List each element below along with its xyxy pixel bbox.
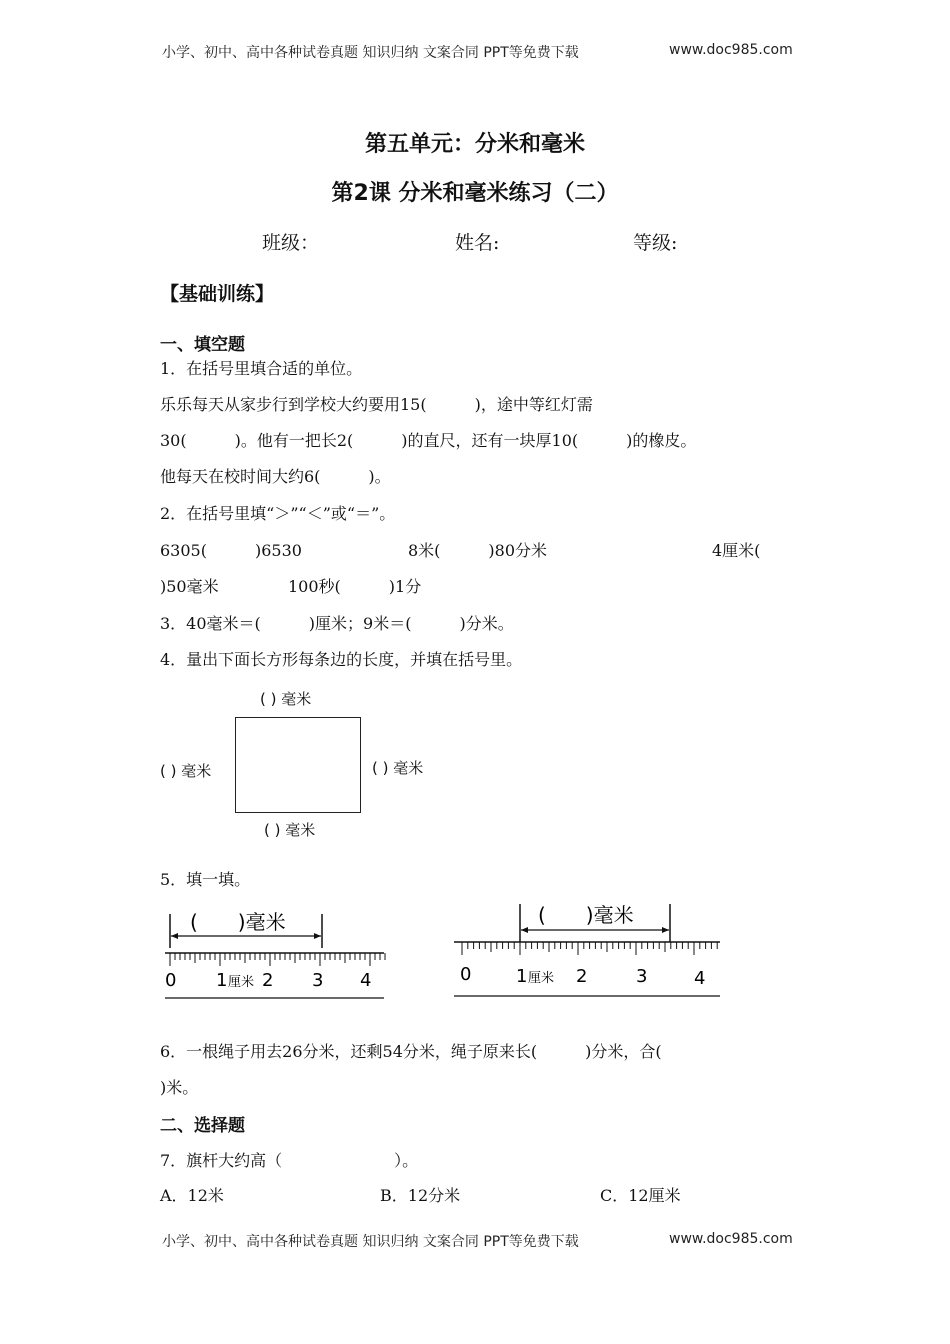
part1-heading: 一、填空题 — [160, 335, 245, 355]
q4-top-label: ( ) 毫米 — [260, 690, 312, 708]
q5-stem: 5．填一填。 — [160, 870, 251, 889]
ruler-1 — [160, 898, 400, 1006]
q1-line3: 他每天在校时间大约6( )。 — [160, 467, 391, 486]
ruler-1-arrow-right — [314, 933, 321, 939]
q4-bottom-label: ( ) 毫米 — [264, 821, 316, 839]
ruler-2-arrow-left — [521, 927, 528, 933]
q7-stem: 7．旗杆大约高（ ）。 — [160, 1151, 419, 1170]
q4-right-label: ( ) 毫米 — [372, 759, 424, 777]
q2-item-d: 100秒( )1分 — [288, 577, 422, 596]
ruler-2-arrow-right — [662, 927, 669, 933]
ruler-1-tick-2: 2 — [262, 970, 274, 991]
class-label: 班级： — [262, 232, 320, 254]
grade-label: 等级: — [633, 232, 678, 254]
ruler-1-arrow-left — [171, 933, 178, 939]
q3-text: 3．40毫米＝( )厘米；9米＝( )分米。 — [160, 614, 514, 633]
ruler-1-ticks — [170, 953, 385, 966]
q4-left-label: ( ) 毫米 — [160, 762, 212, 780]
header-url[interactable]: www.doc985.com — [669, 42, 793, 58]
ruler-2 — [452, 896, 732, 1006]
ruler-1-unit: 厘米 — [228, 975, 255, 990]
ruler-1-label: ( )毫米 — [190, 910, 286, 934]
footer-text: 小学、初中、高中各种试卷真题 知识归纳 文案合同 PPT等免费下载 — [162, 1234, 579, 1250]
ruler-1-tick-0: 0 — [165, 970, 177, 991]
q1-line1: 乐乐每天从家步行到学校大约要用15( )，途中等红灯需 — [160, 395, 593, 414]
unit-title: 第五单元：分米和毫米 — [364, 132, 585, 157]
q7-option-c[interactable]: C．12厘米 — [600, 1186, 681, 1205]
q6-line2: )米。 — [160, 1078, 199, 1097]
ruler-2-ticks — [462, 942, 717, 955]
footer-url[interactable]: www.doc985.com — [669, 1231, 793, 1247]
ruler-2-tick-4: 4 — [694, 968, 706, 989]
q2-item-c-start: 4厘米( — [712, 541, 761, 560]
ruler-1-tick-3: 3 — [312, 970, 324, 991]
ruler-1-tick-4: 4 — [360, 970, 372, 991]
ruler-2-tick-3: 3 — [636, 966, 648, 987]
q2-item-b: 8米( )80分米 — [408, 541, 548, 560]
ruler-2-tick-2: 2 — [576, 966, 588, 987]
name-label: 姓名: — [455, 232, 500, 254]
q1-line2: 30( )。他有一把长2( )的直尺，还有一块厚10( )的橡皮。 — [160, 431, 697, 450]
q2-item-c-end: )50毫米 — [160, 577, 219, 596]
lesson-title: 第2课 分米和毫米练习（二） — [331, 181, 619, 206]
q2-stem: 2．在括号里填“＞”“＜”或“＝”。 — [160, 504, 396, 523]
section-basic-heading: 【基础训练】 — [160, 283, 275, 305]
ruler-1-tick-1: 1 — [216, 970, 228, 991]
ruler-2-tick-0: 0 — [460, 964, 472, 985]
q4-stem: 4．量出下面长方形每条边的长度，并填在括号里。 — [160, 650, 523, 669]
ruler-2-tick-1: 1 — [516, 966, 528, 987]
q1-stem: 1．在括号里填合适的单位。 — [160, 359, 363, 378]
ruler-2-label: ( )毫米 — [538, 903, 634, 927]
part2-heading: 二、选择题 — [160, 1116, 245, 1136]
ruler-2-unit: 厘米 — [528, 971, 555, 986]
q6-line1: 6．一根绳子用去26分米，还剩54分米，绳子原来长( )分米，合( — [160, 1042, 662, 1061]
q7-option-b[interactable]: B．12分米 — [380, 1186, 461, 1205]
q7-option-a[interactable]: A．12米 — [160, 1186, 224, 1205]
q4-rectangle — [235, 717, 361, 813]
q2-item-a: 6305( )6530 — [160, 541, 302, 560]
header-text: 小学、初中、高中各种试卷真题 知识归纳 文案合同 PPT等免费下载 — [162, 45, 579, 61]
